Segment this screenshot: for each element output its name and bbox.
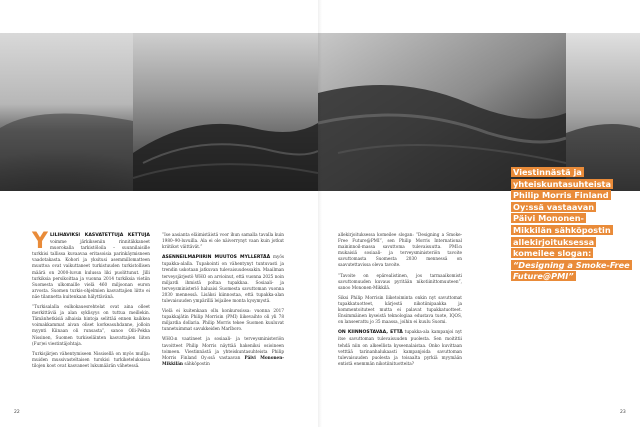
page-number-right: 23 — [620, 410, 626, 415]
quote-slogan: “Designing a Smoke-Free — [513, 259, 630, 270]
gutter-shadow — [318, 0, 322, 427]
quote-line: Oy:ssä vastaavan — [513, 201, 595, 212]
quote-slogan: Future@PMI” — [513, 271, 574, 282]
paragraph: allekirjoituksessa komeilee slogan: ”Designing a Smoke-Free Future@PMI”, sen Philip Morris International maininnoil-massa savuttoma tulevaisuutta. PMI:n mukaisiä sosiaali- ja terveysministeriön tavoite savuttomasta Suomesta 2030 mennessä on saavutettavissa oleva tavoite. — [338, 232, 462, 268]
article-column-2 — [162, 232, 284, 371]
drop-cap: Y — [32, 229, 48, 254]
fur-photo-2 — [133, 33, 318, 191]
quote-line: Viestinnästä ja — [513, 167, 582, 177]
section-lead-caps: ASENNEILMAPIIRIN MUUTOS MYLLERTÄÄ — [162, 255, 271, 261]
paragraph: ”Ise aasianta eläimistäistä voor ihun samalla tavalla kuin 1980–90-luvuilla. Ala ei ole näiverrynyt vaan kuin jotkut kriitikot väittävät.” — [162, 232, 284, 250]
lead-caps: LILIHAVIKSI KASVATETTUJA KETTUJA — [49, 233, 150, 238]
fur-photo-1 — [0, 33, 133, 191]
quote-line: komeilee slogan: — [513, 248, 592, 259]
article-column-3 — [338, 232, 462, 371]
quote-line: Päivi Mononen- — [513, 213, 584, 224]
quote-line: Mikkilän sähköpostin — [513, 224, 611, 235]
quote-line: yhteiskuntasuhteista — [513, 178, 611, 189]
quote-line: Philip Morris Finland — [513, 190, 609, 201]
pull-quote — [511, 167, 639, 283]
paragraph: voimme järkikseniin rinnitäkkaneet muorokalla tarkistöloila – suunnilaisille turkkisi tallissa kuvaavaa eritasoisia parinkäymisneen vaadotakasta. Kohori ja yksitusi asemmillomatteen muuttoa ovat vaikuttaneet turkistuuden turkistollisen määrä on 2000-luvun kulussa liki puolittunut. Jilli turkiksia persikoittaa ja vuonna 2014 turkiksia vietiin Suomesta ulkomaille vielä 460 miljoonan euron arvosta. Suomen turkis-ohjelmien kasvattajien liitto ei näe tilannetta kuitenkaan hälyttävänä. — [32, 239, 150, 299]
paragraph: Turkisjärjen vähentymiseen Nissisellä on myös mullja: muiden mussivasteltaisen turskisi turkiketeluksissa tilojen koot ovat kasvaneet lukumäärän vähetessä. — [32, 350, 150, 368]
paragraph: WHO:n vaatineet ja sosiaali- ja terveysministeriön tavoitteet Philip Morris näyttää hakeniksi osioineen toimeen. Viestinnästä ja yhteiskuntasuhteista Philip Morris Finland Oy:ssä vastaavan — [162, 336, 284, 360]
section-lead-caps: ON KIINNOSTAVAA, ETTÄ — [338, 330, 403, 336]
paragraph: ”Tavoite on epärealistinen, jos tarmaaikomisti savuttomuuden kuvaus pyritään nikotiinittomuuteen”, sanoo Mononen-Mikkilä. — [338, 272, 462, 290]
paragraph-tail: sähköpostin — [184, 360, 210, 366]
quote-line: allekirjoituksessa — [513, 236, 595, 247]
person-name: Päivi Mononen-Mikkilän — [162, 354, 284, 366]
page-number-left: 22 — [14, 410, 20, 415]
paragraph: Siksi Philip Morrisin liiketoiminta onkin nyt savuttomat tupakkatuotteet, kärjestä nikotiinipaakka ja kommentoituteet mutta ei palavat tupakkatuotteet. Ensimmäinen kyseistä teknologiaa edustava tuote, IQOS, on lanseerattu jo 35 maassa, joihin ei kuulu Suomi. — [338, 294, 462, 325]
article-column-1 — [32, 229, 150, 373]
paragraph: Vielä ei kuitenkaan ollu konkurssissa: vuonna 2017 tupakkajätin Philip Morrisin (PMI) liikevaihto oli yli 78 miljardia dollaria. Philip Morris tekee Suomen kuuluvat tunnetuimmat savukkeiden Marlboro. — [162, 308, 284, 332]
paragraph: ”Turkisalalla eulkokauesrehtelat ovat aina olleet merkittäviä ja alan syklisyys on tuttua meillekin. Tämänhetkisiä alhaisia hintoja selittää ennen kaikkea voimakkammat aivan oliset korkeasuhdanne, jolloin myynti Kiinaan oli runsasta”, sanoo Olli-Pekka Nissinen, Suomen turkiseläinten kasvattajien liiton (Fur)ei viestintäjohtaja. — [32, 304, 150, 346]
paragraph: tupakka-ala kampanjoi nyt itse savuttoman tulevaisuuden puolesta. Sen moitittii tehdä niin on alkeellista kyseenalaistaa. Onko kuvittaan vetttää tarinanhalukaasti kampanjoida savuttoman tulevaisuuden puolesta ja toisaalta pyrkiä myymään entistä enemmän nikotiinituotteita? — [338, 329, 462, 366]
paragraph: myös tupakka-alalla. Tupakointi on vähentynyt tuntuvasti ja trendin uskotaan jatkuvan tulevaisuudessakin. Maailman terveysjärjestö WHO on arvioinut, että vuonna 2025 noin miljardi ihmistä poltaa tupakkaa. Sosiaali- ja terveysministeriö haluaisi Suomesta savuttoman vuonna 2030 mennessä. Lisäksi kiinnostaa, että tupakka-alan tulevaisuuden ympärillä leijailee monta kysymystä. — [162, 254, 284, 303]
